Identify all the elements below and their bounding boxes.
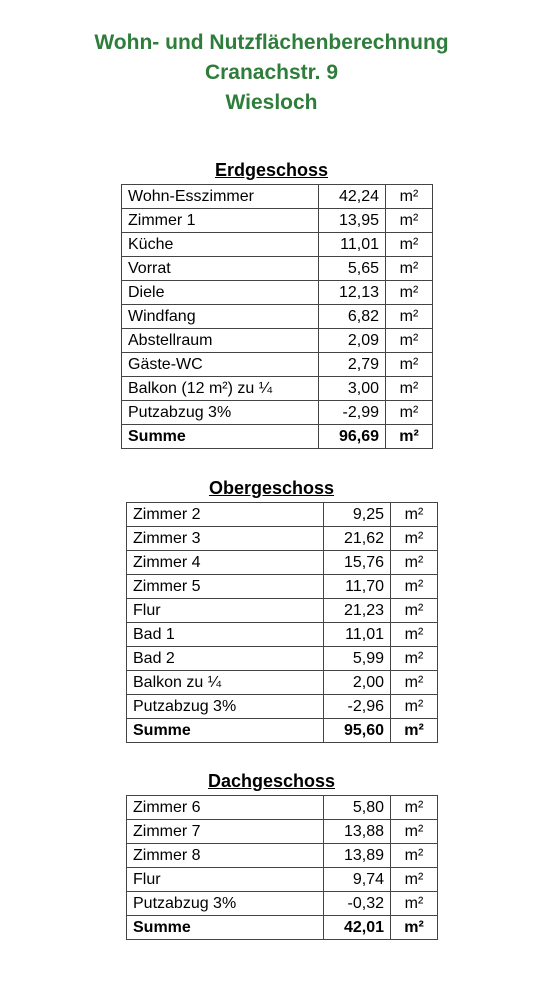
table-row [122,401,433,425]
area-value: 42,01 [324,916,391,940]
table-row [127,844,438,868]
room-name: Diele [122,281,319,305]
area-unit: m² [386,377,433,401]
area-unit: m² [386,305,433,329]
area-unit: m² [391,868,438,892]
area-value: 15,76 [324,551,391,575]
area-value: 3,00 [319,377,386,401]
area-value: 5,65 [319,257,386,281]
area-value: 6,82 [319,305,386,329]
document-title: Wohn- und Nutzflächenberechnung [94,31,449,54]
table-row [127,647,438,671]
room-name: Zimmer 2 [127,503,324,527]
area-value: 5,80 [324,796,391,820]
total-row [127,719,438,743]
section-title-dachgeschoss: Dachgeschoss [207,771,336,791]
table-row [122,281,433,305]
area-unit: m² [391,892,438,916]
room-name: Zimmer 7 [127,820,324,844]
area-value: -2,99 [319,401,386,425]
table-row [122,257,433,281]
room-name: Summe [122,425,319,449]
table-row [127,599,438,623]
room-name: Summe [127,719,324,743]
area-unit: m² [391,695,438,719]
address-street: Cranachstr. 9 [204,61,339,84]
area-unit: m² [386,185,433,209]
room-name: Windfang [122,305,319,329]
table-row [122,233,433,257]
area-unit: m² [391,551,438,575]
area-value: 2,09 [319,329,386,353]
area-unit: m² [391,719,438,743]
total-row [122,425,433,449]
table-row [127,551,438,575]
area-unit: m² [386,281,433,305]
room-name: Putzabzug 3% [122,401,319,425]
area-unit: m² [386,257,433,281]
area-value: 13,95 [319,209,386,233]
area-unit: m² [386,425,433,449]
area-unit: m² [391,671,438,695]
table-row [122,209,433,233]
table-row [122,185,433,209]
area-unit: m² [391,599,438,623]
area-value: -2,96 [324,695,391,719]
area-unit: m² [391,647,438,671]
room-name: Bad 1 [127,623,324,647]
area-value: 42,24 [319,185,386,209]
area-value: 11,01 [319,233,386,257]
room-name: Vorrat [122,257,319,281]
area-value: 2,79 [319,353,386,377]
area-value: 96,69 [319,425,386,449]
area-table-dachgeschoss [126,795,438,940]
area-unit: m² [386,353,433,377]
total-row [127,916,438,940]
table-row [127,527,438,551]
area-unit: m² [386,401,433,425]
table-row [122,377,433,401]
room-name: Putzabzug 3% [127,695,324,719]
section-title-erdgeschoss: Erdgeschoss [214,160,329,180]
area-unit: m² [391,623,438,647]
room-name: Balkon (12 m²) zu ¼ [122,377,319,401]
area-value: 9,74 [324,868,391,892]
room-name: Zimmer 4 [127,551,324,575]
table-row [122,329,433,353]
area-unit: m² [391,527,438,551]
area-value: 21,23 [324,599,391,623]
table-row [127,575,438,599]
area-value: 11,01 [324,623,391,647]
table-row [127,820,438,844]
room-name: Wohn-Esszimmer [122,185,319,209]
area-value: -0,32 [324,892,391,916]
room-name: Bad 2 [127,647,324,671]
room-name: Putzabzug 3% [127,892,324,916]
table-row [127,671,438,695]
area-value: 12,13 [319,281,386,305]
table-row [127,623,438,647]
area-unit: m² [391,796,438,820]
room-name: Flur [127,868,324,892]
area-unit: m² [391,575,438,599]
area-unit: m² [391,820,438,844]
table-row [127,695,438,719]
table-row [127,868,438,892]
section-title-obergeschoss: Obergeschoss [208,478,335,498]
area-table-obergeschoss [126,502,438,743]
room-name: Zimmer 5 [127,575,324,599]
area-unit: m² [386,233,433,257]
area-unit: m² [386,329,433,353]
table-row [127,503,438,527]
room-name: Gäste-WC [122,353,319,377]
table-row [127,892,438,916]
area-value: 11,70 [324,575,391,599]
area-value: 95,60 [324,719,391,743]
area-unit: m² [386,209,433,233]
table-row [122,305,433,329]
room-name: Balkon zu ¼ [127,671,324,695]
table-row [122,353,433,377]
area-value: 21,62 [324,527,391,551]
area-value: 5,99 [324,647,391,671]
room-name: Zimmer 3 [127,527,324,551]
area-unit: m² [391,503,438,527]
area-table-erdgeschoss [121,184,433,449]
room-name: Summe [127,916,324,940]
table-row [127,796,438,820]
room-name: Zimmer 1 [122,209,319,233]
area-value: 13,88 [324,820,391,844]
room-name: Zimmer 8 [127,844,324,868]
area-value: 13,89 [324,844,391,868]
area-value: 2,00 [324,671,391,695]
address-city: Wiesloch [225,91,318,114]
room-name: Abstellraum [122,329,319,353]
area-unit: m² [391,844,438,868]
room-name: Zimmer 6 [127,796,324,820]
room-name: Küche [122,233,319,257]
area-unit: m² [391,916,438,940]
area-value: 9,25 [324,503,391,527]
room-name: Flur [127,599,324,623]
